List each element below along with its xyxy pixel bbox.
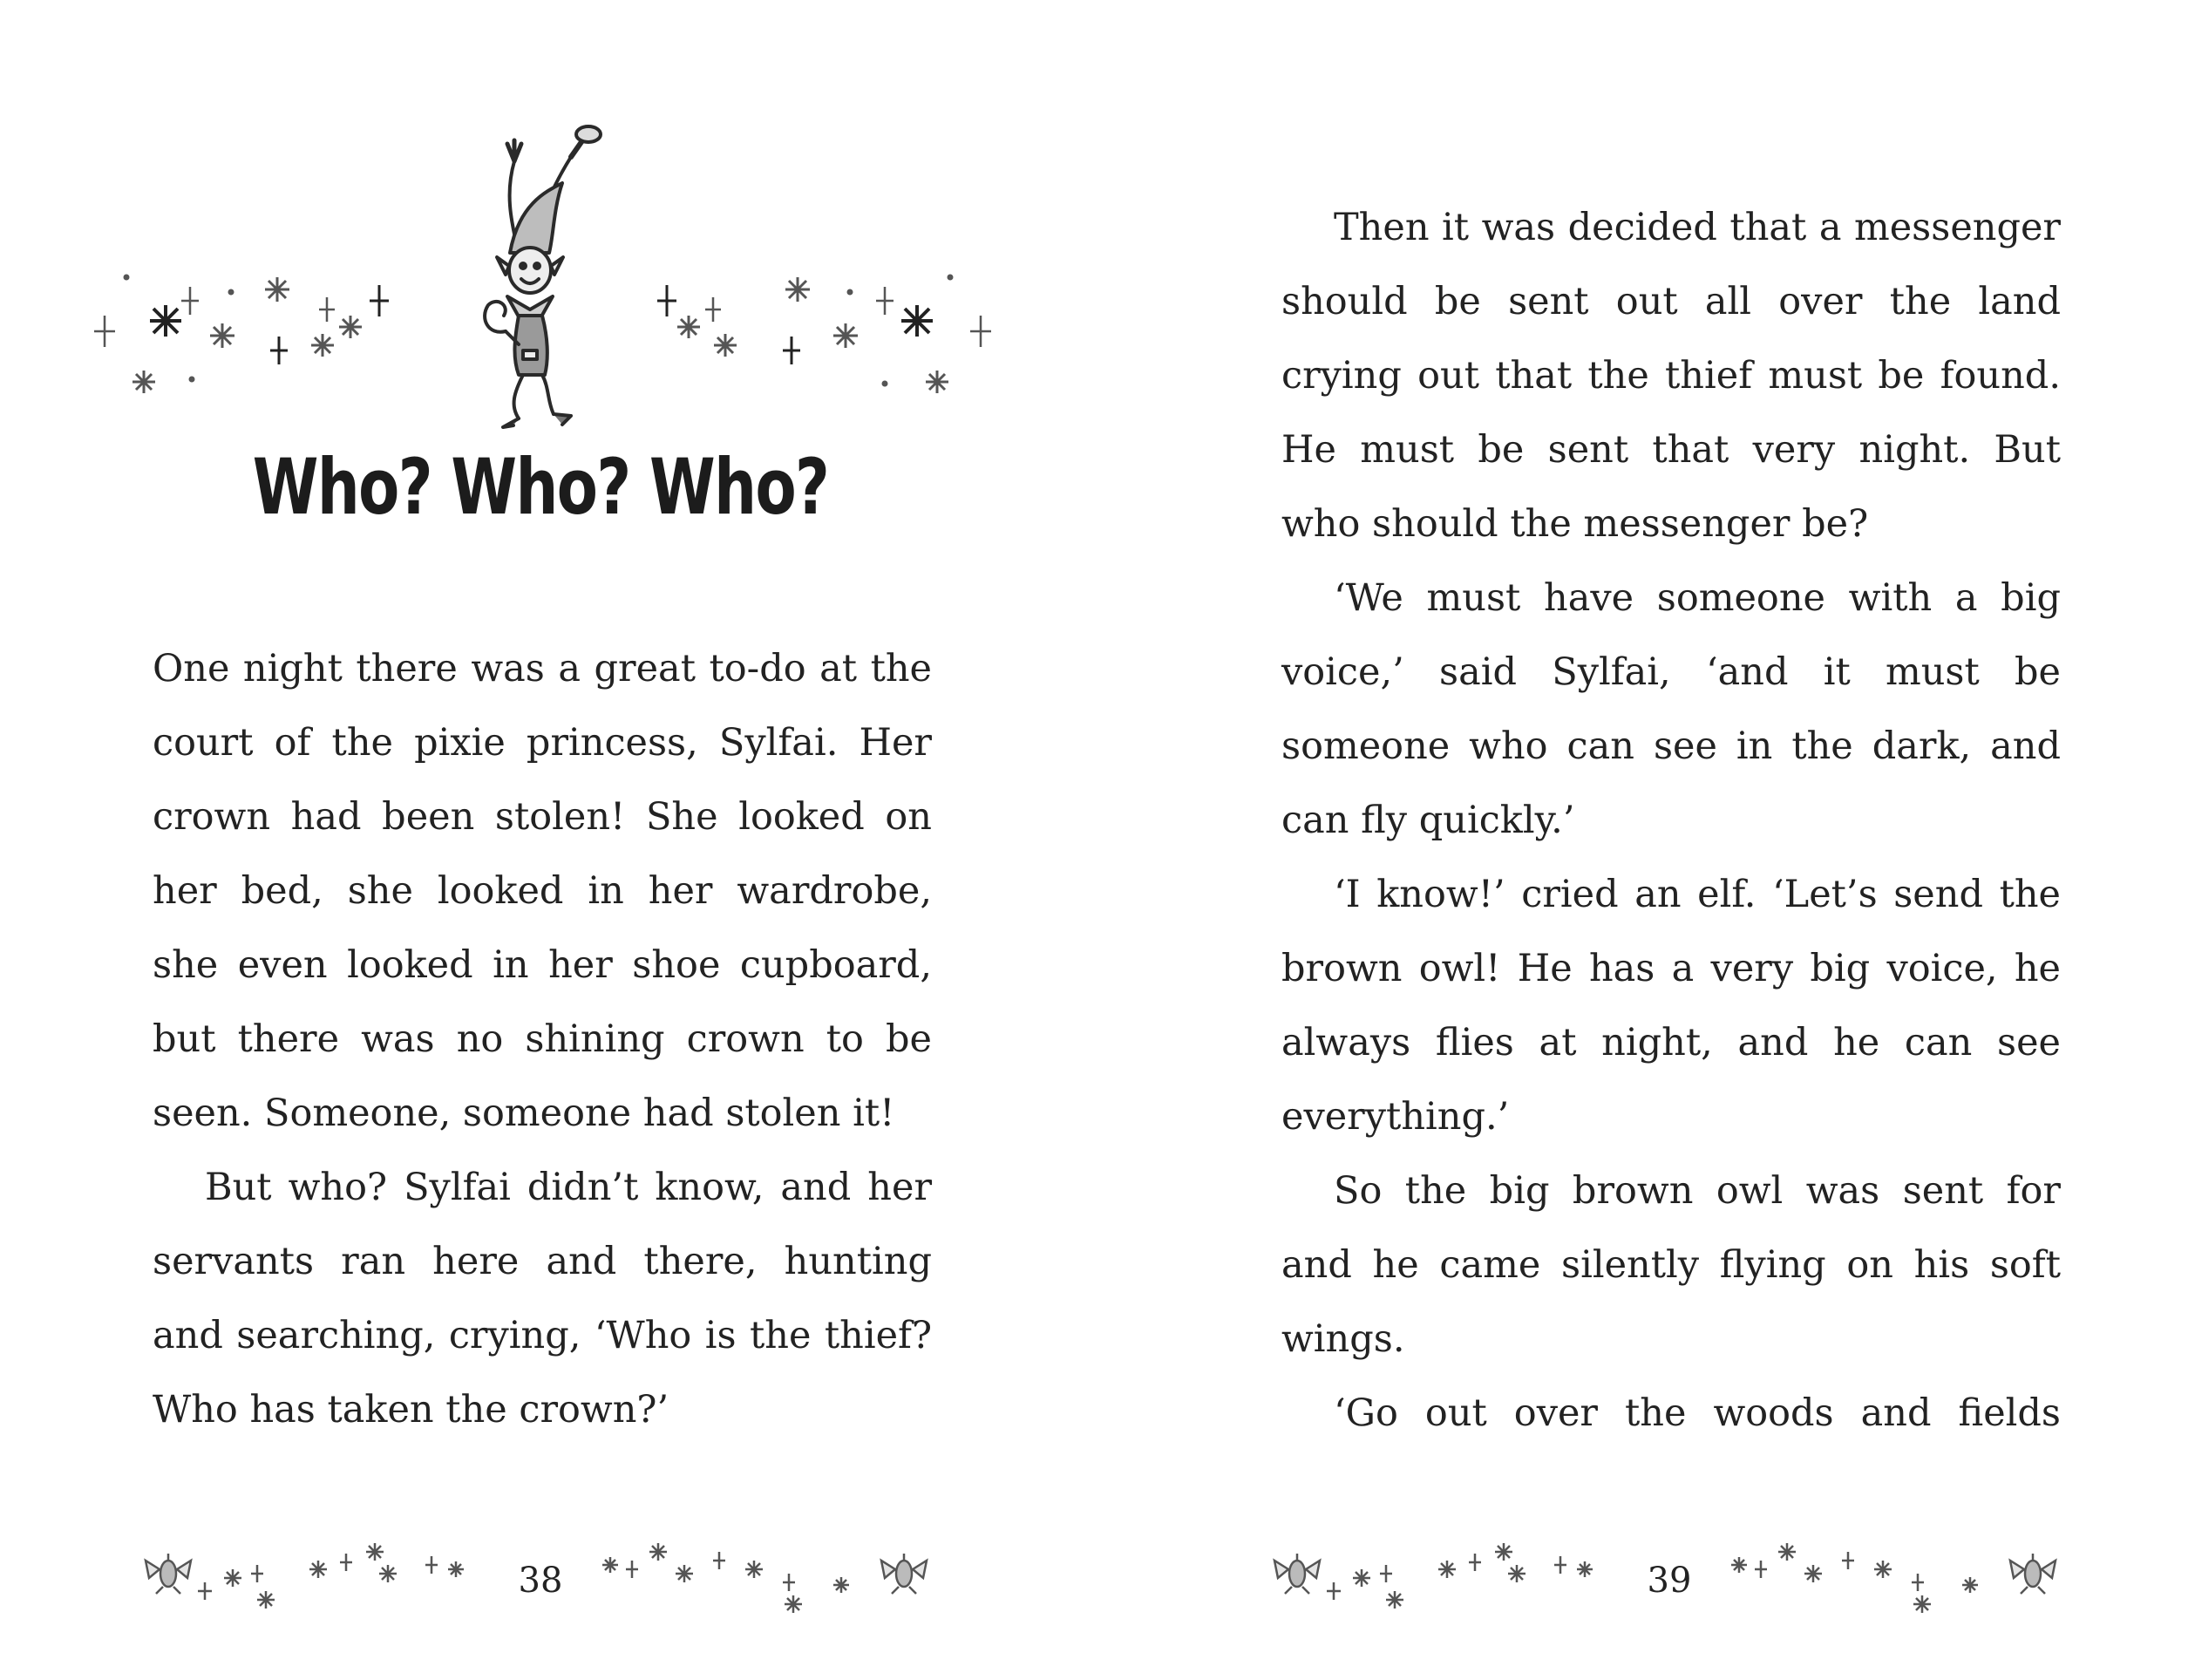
fairy-icon (881, 1554, 927, 1594)
right-page-body (1281, 191, 2061, 1451)
paragraph: One night there was a great to-do at the court of the pixie princess, Sylfai. Her crown had been stolen! She looked on her bed, she looked in her wardrobe, she even looked in her shoe cupboard, but there was no shining crown to be seen. Someone, someone had stolen it! (153, 647, 932, 1135)
pixie-figure (485, 126, 601, 427)
chapter-title: Who? Who? Who? (252, 442, 829, 532)
star-field-right (657, 275, 991, 393)
paragraph: ‘I know!’ cried an elf. ‘Let’s send the brown owl! He has a very big voice, he always flies at night, and he can see everything.’ (1281, 873, 2061, 1139)
paragraph: Then it was decided that a messenger should be sent out all over the land crying out that the thief must be found. He must be sent that very night. But who should the messenger be? (1281, 206, 2061, 546)
chapter-header-illustration (78, 122, 1002, 436)
paragraph: But who? Sylfai didn’t know, and her servants ran here and there, hunting and searching, crying, ‘Who is the thief? Who has taken the crown?’ (153, 1166, 932, 1432)
fairy-icon (146, 1554, 191, 1594)
page-footer-right (1273, 1534, 2066, 1630)
star-field-left (94, 275, 389, 393)
right-page (1094, 0, 2188, 1680)
fairy-icon (1274, 1554, 1320, 1594)
paragraph: So the big brown owl was sent for and he came silently flying on his soft wings. (1281, 1169, 2061, 1361)
page-footer-left (144, 1534, 937, 1630)
fairy-icon (2010, 1554, 2055, 1594)
left-page-body (153, 632, 932, 1447)
page-number: 38 (518, 1561, 563, 1601)
paragraph: ‘We must have someone with a big voice,’ said Sylfai, ‘and it must be someone who can see in the dark, and can fly quickly.’ (1281, 576, 2061, 842)
page-number: 39 (1647, 1561, 1692, 1601)
paragraph: ‘Go out over the woods and fields (1334, 1391, 2061, 1435)
